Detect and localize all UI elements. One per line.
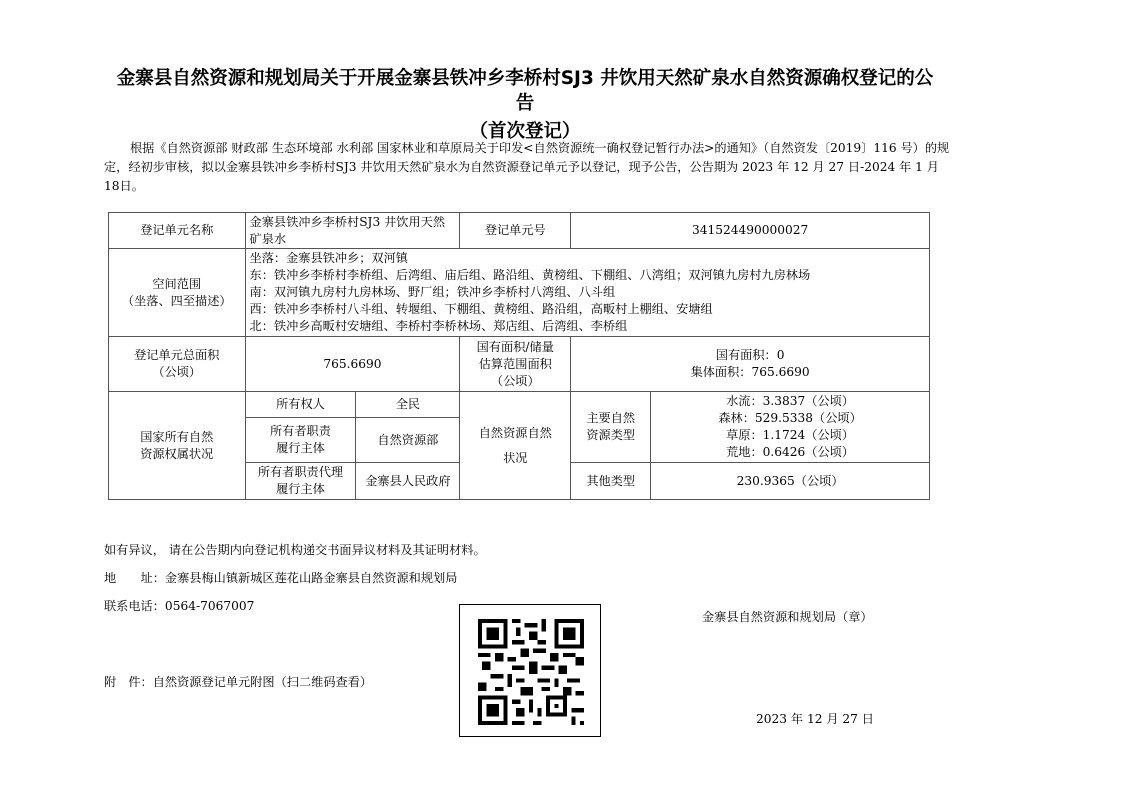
agent-value: 金寨县人民政府 (356, 463, 460, 500)
south-boundary-line: 南：双河镇九房村九房林场、野厂组；铁冲乡李桥村八湾组、八斗组 (249, 285, 616, 299)
total-area-value: 765.6690 (245, 337, 460, 392)
state-area-label (460, 337, 571, 392)
state-area-label-line: 估算范围面积 (478, 356, 552, 371)
status-label-line: 状况 (503, 450, 528, 465)
attachment-line: 附 件：自然资源登记单元附图（扫二维码查看） (104, 675, 373, 689)
agent-label-line: 所有者职责代理 (257, 465, 344, 479)
other-type-label: 其他类型 (571, 463, 651, 500)
other-type-value: 230.9365（公顷） (651, 463, 930, 500)
grassland-area: 草原：1.1724（公顷） (726, 428, 855, 442)
water-area: 水流：3.3837（公顷） (726, 394, 855, 408)
owner-value: 全民 (356, 392, 460, 418)
phone-line: 联系电话：0564-7067007 (104, 599, 255, 613)
north-boundary-line: 北：铁冲乡高畈村安塘组、李桥村李桥林场、郑店组、后湾组、李桥组 (249, 319, 628, 333)
ownership-label-line: 国家所有自然 (140, 429, 214, 444)
state-area-value (571, 337, 930, 392)
space-range-label (109, 249, 246, 337)
total-area-label-line: （公顷） (152, 365, 202, 379)
wasteland-area: 荒地：0.6426（公顷） (726, 445, 855, 459)
main-type-label (571, 392, 651, 463)
state-area-value-line: 国有面积：0 (715, 348, 785, 362)
table-row (109, 337, 930, 392)
main-type-label-line: 主要自然 (586, 411, 636, 425)
title-line-2: 告 (515, 93, 535, 114)
duty-label-line: 履行主体 (276, 441, 325, 455)
ownership-label-line: 资源权属状况 (140, 446, 214, 461)
east-boundary-line: 东：铁冲乡李桥村李桥组、后湾组、庙后组、路沿组、黄榜组、下棚组、八湾组；双河镇九房村九房林场 (249, 268, 811, 282)
space-label-line: （坐落、四至描述） (121, 293, 232, 308)
notice-subtitle: （首次登记） (469, 121, 581, 142)
unit-name-value: 金寨县铁冲乡李桥村SJ3 井饮用天然矿泉水 (245, 213, 460, 249)
ownership-label (109, 392, 246, 500)
status-label-line: 自然资源自然 (478, 425, 552, 440)
unit-name-label: 登记单元名称 (109, 213, 246, 249)
state-area-label-line: （公顷） (490, 373, 540, 388)
duty-label (245, 418, 356, 463)
notice-title (80, 66, 970, 116)
registration-table (108, 212, 930, 500)
table-row (109, 213, 930, 249)
state-area-label-line: 国有面积/储量 (476, 339, 554, 354)
qr-code-icon (478, 619, 584, 725)
main-type-label-line: 资源类型 (586, 428, 636, 442)
space-label-line: 空间范围 (152, 276, 202, 291)
qr-code[interactable] (459, 604, 601, 737)
west-boundary-line: 西：铁冲乡李桥村八斗组、转堰组、下棚组、黄榜组、路沿组，高畈村上棚组、安塘组 (249, 302, 713, 316)
table-row (109, 249, 930, 337)
total-area-label (109, 337, 246, 392)
agent-label-line: 履行主体 (276, 482, 325, 496)
forest-area: 森林：529.5338（公顷） (718, 411, 862, 425)
location-line: 坐落：金寨县铁冲乡；双河镇 (249, 251, 408, 265)
duty-value: 自然资源部 (356, 418, 460, 463)
space-range-value (245, 249, 929, 337)
unit-no-label: 登记单元号 (460, 213, 571, 249)
issue-date: 2023 年 12 月 27 日 (756, 712, 874, 726)
natural-status-label (460, 392, 571, 500)
agent-label (245, 463, 356, 500)
state-area-value-line: 集体面积：765.6690 (690, 365, 810, 379)
table-row (109, 392, 930, 418)
intro-paragraph: 根据《自然资源部 财政部 生态环境部 水利部 国家林业和草原局关于印发<自然资源统一确权登记暂行办法>的通知》（自然资发〔2019〕116 号）的规定，经初步审核，拟以金寨县铁冲乡李桥村SJ3 井饮用天然矿泉水为自然资源登记单元予以登记，现予公告，公告期为 2023 年 12 月 27 日-2024 年 1 月18日。 (104, 141, 950, 193)
issuing-authority: 金寨县自然资源和规划局（章） (702, 610, 873, 624)
objection-note: 如有异议， 请在公告期内向登记机构递交书面异议材料及其证明材料。 (104, 543, 486, 557)
main-type-values (651, 392, 930, 463)
address-line: 地 址：金寨县梅山镇新城区莲花山路金寨县自然资源和规划局 (104, 571, 458, 585)
unit-no-value: 341524490000027 (571, 213, 930, 249)
title-line-1: 金寨县自然资源和规划局关于开展金寨县铁冲乡李桥村SJ3 井饮用天然矿泉水自然资源确权登记的公 (116, 68, 934, 89)
total-area-label-line: 登记单元总面积 (134, 348, 220, 362)
owner-label: 所有权人 (245, 392, 356, 418)
duty-label-line: 所有者职责 (270, 424, 331, 438)
